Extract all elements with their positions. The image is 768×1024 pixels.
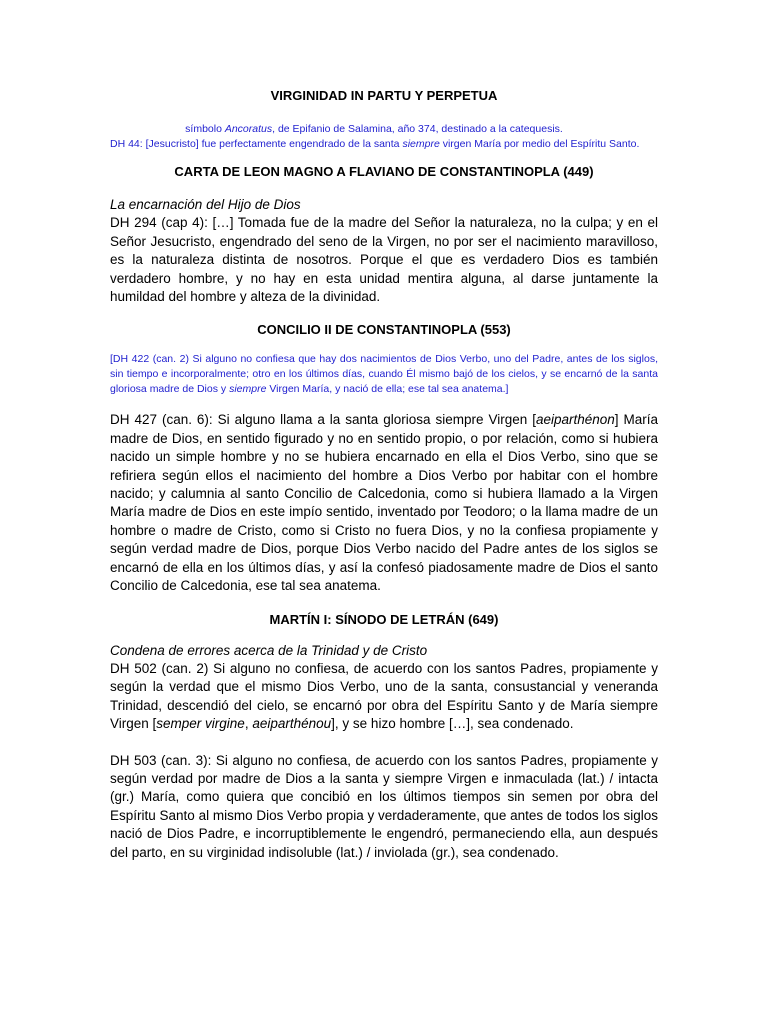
ancoratus-note: [110, 122, 658, 152]
page-title: VIRGINIDAD IN PARTU Y PERPETUA: [270, 88, 498, 103]
ancoratus-line: símbolo Ancoratus, de Epifanio de Salamina, año 374, destinado a la catequesis.: [185, 123, 563, 135]
section-subtitle-condena: Condena de errores acerca de la Trinidad y de Cristo: [110, 642, 428, 658]
dh44-quote: DH 44: [Jesucristo] fue perfectamente engendrado de la santa siempre virgen María por medio del Espíritu Santo.: [110, 138, 640, 150]
section-subtitle-encarnacion: La encarnación del Hijo de Dios: [110, 197, 301, 212]
dh502-paragraph: DH 502 (can. 2) Si alguno no confiesa, de acuerdo con los santos Padres, propiamente y según la verdad que el mismo Dios Verbo, uno de la santa, consustancial y veneranda Trinidad, descendió del cielo, se encarnó por obra del Espíritu Santo y de María siempre Virgen [semper virgine, aeiparthénou], y se hizo hombre […], sea condenado.: [110, 660, 658, 732]
dh294-paragraph: DH 294 (cap 4): […] Tomada fue de la madre del Señor la naturaleza, no la culpa; y en el Señor Jesucristo, engendrado del seno de la Virgen, no por ser el nacimiento maravilloso, es la naturaleza distinta de nosotros. Porque el que es verdadero Dios es también verdadero hombre, y no hay en esta unidad mentira alguna, al darse juntamente la humildad del hombre y alteza de la divinidad.: [110, 215, 658, 305]
section-heading-letran: MARTÍN I: SÍNODO DE LETRÁN (649): [269, 611, 499, 627]
dh422-quote: [DH 422 (can. 2) Si alguno no confiesa que hay dos nacimientos de Dios Verbo, uno del Padre, antes de los siglos, sin tiempo e incorporalmente; otro en los últimos días, cuando Él mismo bajó de los cielos, y se encarnó de la santa gloriosa madre de Dios y siempre Virgen María, y nació de ella; ese tal sea anatema.]: [110, 353, 658, 396]
section-heading-leon: CARTA DE LEON MAGNO A FLAVIANO DE CONSTANTINOPLA (449): [174, 164, 594, 179]
section-heading-constantinopla: CONCILIO II DE CONSTANTINOPLA (553): [257, 322, 511, 338]
dh427-paragraph: DH 427 (can. 6): Si alguno llama a la santa gloriosa siempre Virgen [aeiparthénon] María madre de Dios, en sentido figurado y no en sentido propio, o por relación, como si hubiera nacido un simple hombre y no se hubiera encarnado en ella el Dios Verbo, sino que se refiriera según ellos el nacimiento del hombre a Dios Verbo por habitar con el hombre nacido; y calumnia al santo Concilio de Calcedonia, como si hubiera llamado a la Virgen María madre de Dios en este impío sentido, inventado por Teodoro; o la llama madre de un hombre o madre de Cristo, como si Cristo no fuera Dios, y no la confiesa propiamente y según verdad madre de Dios, porque Dios Verbo nacido del Padre antes de los siglos se encarnó de ella en los últimos días, y así la confesó piadosamente madre de Dios el santo Concilio de Calcedonia, ese tal sea anatema.: [110, 412, 659, 594]
dh503-paragraph: DH 503 (can. 3): Si alguno no confiesa, de acuerdo con los santos Padres, propiamente y según verdad por madre de Dios a la santa y siempre Virgen e inmaculada (lat.) / intacta (gr.) María, como quiera que concibió en los últimos tiempos sin semen por obra del Espíritu Santo al mismo Dios Verbo propia y verdaderamente, que antes de todos los siglos nació de Dios Padre, e incorruptiblemente le engendró, permaneciendo ella, aun después del parto, en su virginidad indisoluble (lat.) / inviolada (gr.), sea condenado.: [110, 752, 658, 860]
